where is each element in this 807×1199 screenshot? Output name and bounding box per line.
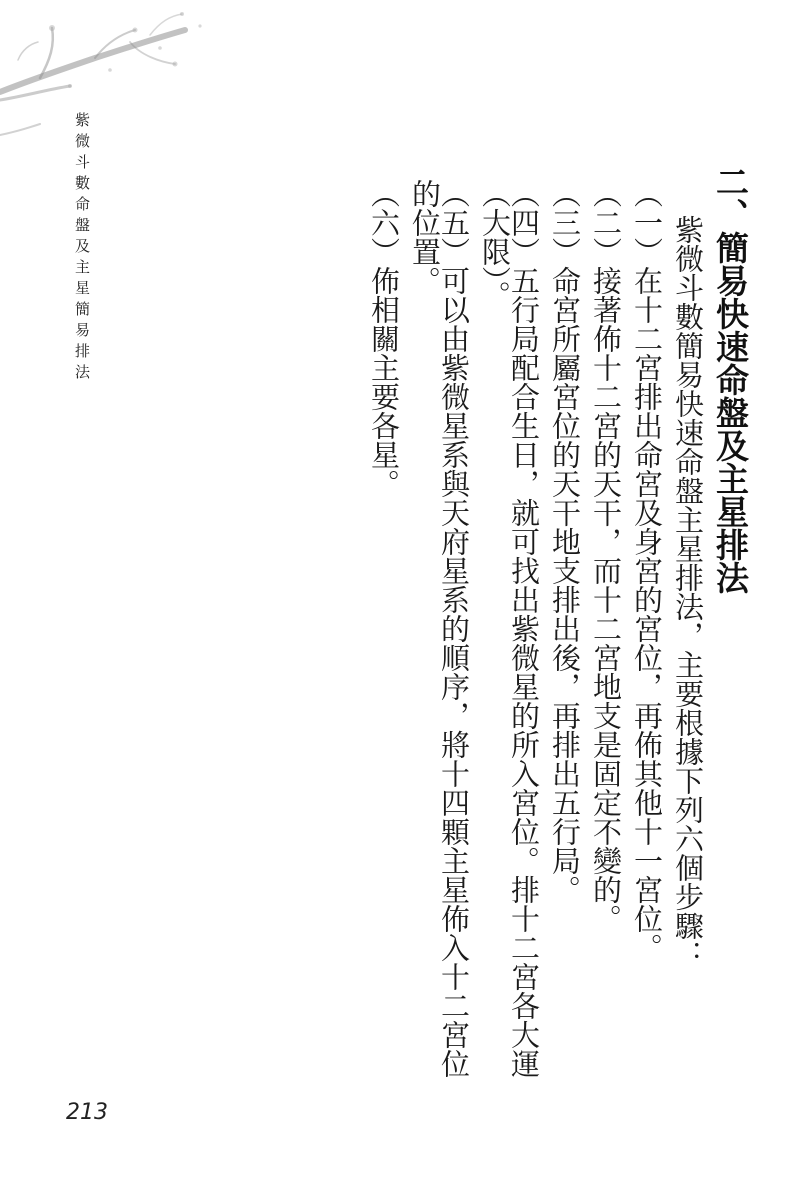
plum-branch-icon <box>0 0 220 160</box>
main-content <box>367 165 750 1105</box>
step-item-5: （五）可以由紫微星系與天府星系的順序，將十四顆主星佈入十二宮位的位置。 <box>408 179 471 1078</box>
step-item-3: （三）命宮所屬宮位的天干地支排出後，再排出五行局。 <box>548 179 582 904</box>
step-item-4: （四）五行局配合生日，就可找出紫微星的所入宮位。排十二宮各大運（大限）。 <box>478 179 541 1078</box>
step-item-1: （一）在十二宮排出命宮及身宮的宮位，再佈其他十一宮位。 <box>630 179 664 962</box>
page-number: 213 <box>66 1100 108 1125</box>
step-item-6: （六）佈相關主要各星。 <box>367 179 401 498</box>
step-item-2: （二）接著佈十二宮的天干，而十二宮地支是固定不變的。 <box>589 179 623 933</box>
intro-paragraph: 紫微斗數簡易快速命盤主星排法，主要根據下列六個步驟： <box>671 215 705 969</box>
running-head: 紫微斗數命盤及主星簡易排法 <box>73 112 91 385</box>
section-heading: 二、簡易快速命盤及主星排法 <box>711 165 750 594</box>
